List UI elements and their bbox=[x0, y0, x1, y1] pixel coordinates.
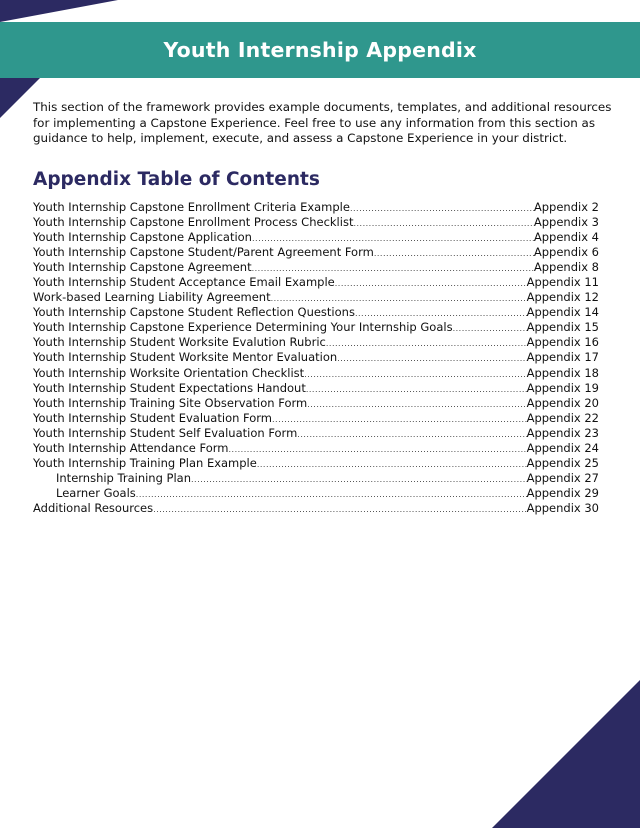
toc-dot-leader bbox=[271, 291, 527, 306]
toc-entry[interactable] bbox=[33, 245, 599, 260]
toc-dot-leader bbox=[257, 457, 527, 472]
toc-entry-page: Appendix 12 bbox=[526, 290, 599, 305]
table-of-contents bbox=[33, 200, 599, 516]
toc-entry[interactable] bbox=[33, 411, 599, 426]
toc-dot-leader bbox=[350, 201, 534, 216]
toc-dot-leader bbox=[306, 382, 527, 397]
toc-entry-label: Youth Internship Student Expectations Handout bbox=[33, 380, 306, 395]
toc-entry[interactable] bbox=[33, 441, 599, 456]
toc-entry[interactable] bbox=[33, 426, 599, 441]
toc-dot-leader bbox=[453, 321, 527, 336]
toc-entry-label: Youth Internship Attendance Form bbox=[33, 440, 229, 455]
toc-entry[interactable] bbox=[33, 381, 599, 396]
toc-entry-page: Appendix 29 bbox=[526, 485, 599, 500]
toc-entry[interactable] bbox=[33, 260, 599, 275]
corner-decoration-bottom bbox=[492, 680, 640, 828]
toc-entry-page: Appendix 25 bbox=[526, 455, 599, 470]
toc-dot-leader bbox=[335, 276, 527, 291]
toc-entry[interactable] bbox=[33, 335, 599, 350]
toc-entry-page: Appendix 11 bbox=[526, 275, 599, 290]
toc-entry[interactable] bbox=[33, 396, 599, 411]
toc-entry[interactable] bbox=[33, 230, 599, 245]
corner-decoration-top bbox=[0, 0, 118, 22]
toc-entry-label: Youth Internship Capstone Agreement bbox=[33, 260, 252, 275]
toc-entry-page: Appendix 20 bbox=[526, 395, 599, 410]
toc-dot-leader bbox=[307, 397, 526, 412]
toc-entry-label: Youth Internship Training Plan Example bbox=[33, 455, 257, 470]
toc-entry-label: Learner Goals bbox=[56, 485, 136, 500]
toc-entry-label: Youth Internship Worksite Orientation Checklist bbox=[33, 365, 305, 380]
toc-entry-label: Youth Internship Capstone Student/Parent Agreement Form bbox=[33, 245, 374, 260]
toc-entry-page: Appendix 18 bbox=[526, 365, 599, 380]
toc-entry-label: Internship Training Plan bbox=[56, 470, 192, 485]
toc-entry[interactable] bbox=[33, 471, 599, 486]
toc-dot-leader bbox=[374, 246, 534, 261]
toc-entry-page: Appendix 8 bbox=[533, 260, 599, 275]
toc-entry-label: Youth Internship Student Self Evaluation Form bbox=[33, 425, 298, 440]
toc-dot-leader bbox=[191, 472, 527, 487]
toc-entry-label: Youth Internship Capstone Enrollment Process Checklist bbox=[33, 215, 354, 230]
intro-paragraph: This section of the framework provides example documents, templates, and additional resources for implementing a Capstone Experience. Feel free to use any information from this section as guidance to help, implement, execute, and assess a Capstone Experience in your district. bbox=[33, 100, 612, 146]
toc-entry-label: Work-based Learning Liability Agreement bbox=[33, 290, 271, 305]
toc-entry-page: Appendix 17 bbox=[526, 350, 599, 365]
toc-entry-page: Appendix 3 bbox=[533, 215, 599, 230]
toc-entry-page: Appendix 4 bbox=[533, 230, 599, 245]
header-banner bbox=[0, 22, 640, 78]
toc-entry[interactable] bbox=[33, 350, 599, 365]
toc-dot-leader bbox=[304, 367, 526, 382]
page-title: Youth Internship Appendix bbox=[163, 38, 477, 62]
toc-entry-page: Appendix 22 bbox=[526, 410, 599, 425]
toc-entry[interactable] bbox=[33, 366, 599, 381]
toc-dot-leader bbox=[297, 427, 526, 442]
toc-entry[interactable] bbox=[33, 486, 599, 501]
toc-entry-page: Appendix 27 bbox=[526, 470, 599, 485]
toc-entry[interactable] bbox=[33, 200, 599, 215]
toc-entry-page: Appendix 30 bbox=[526, 500, 599, 515]
toc-entry-label: Youth Internship Student Acceptance Email Example bbox=[33, 275, 335, 290]
toc-entry-label: Youth Internship Student Worksite Mentor Evaluation bbox=[33, 350, 338, 365]
toc-entry[interactable] bbox=[33, 215, 599, 230]
toc-entry-page: Appendix 2 bbox=[533, 200, 599, 214]
toc-dot-leader bbox=[326, 336, 527, 351]
toc-entry-label: Youth Internship Capstone Student Reflection Questions bbox=[33, 305, 355, 320]
toc-entry[interactable] bbox=[33, 501, 599, 516]
toc-heading: Appendix Table of Contents bbox=[33, 169, 320, 190]
toc-entry-page: Appendix 14 bbox=[526, 305, 599, 320]
toc-entry[interactable] bbox=[33, 290, 599, 305]
toc-entry[interactable] bbox=[33, 305, 599, 320]
toc-entry-label: Youth Internship Student Evaluation Form bbox=[33, 410, 273, 425]
toc-entry-page: Appendix 6 bbox=[533, 245, 599, 260]
toc-dot-leader bbox=[337, 351, 526, 366]
toc-entry-page: Appendix 16 bbox=[526, 335, 599, 350]
toc-dot-leader bbox=[355, 306, 527, 321]
toc-entry-label: Youth Internship Capstone Enrollment Criteria Example bbox=[33, 200, 350, 214]
toc-entry[interactable] bbox=[33, 275, 599, 290]
toc-entry-label: Youth Internship Capstone Experience Determining Your Internship Goals bbox=[33, 320, 453, 335]
toc-dot-leader bbox=[353, 216, 533, 231]
toc-entry-label: Youth Internship Training Site Observation Form bbox=[33, 395, 308, 410]
toc-entry-page: Appendix 19 bbox=[526, 380, 599, 395]
toc-entry[interactable] bbox=[33, 320, 599, 335]
toc-entry-label: Youth Internship Capstone Application bbox=[33, 230, 252, 245]
toc-entry-label: Youth Internship Student Worksite Evalution Rubric bbox=[33, 335, 326, 350]
toc-dot-leader bbox=[252, 231, 534, 246]
toc-dot-leader bbox=[153, 502, 526, 517]
toc-entry[interactable] bbox=[33, 456, 599, 471]
toc-entry-page: Appendix 24 bbox=[526, 440, 599, 455]
toc-dot-leader bbox=[229, 442, 527, 457]
toc-dot-leader bbox=[252, 261, 534, 276]
toc-entry-label: Additional Resources bbox=[33, 500, 154, 515]
toc-dot-leader bbox=[136, 487, 527, 502]
toc-entry-page: Appendix 23 bbox=[526, 425, 599, 440]
toc-dot-leader bbox=[272, 412, 527, 427]
toc-entry-page: Appendix 15 bbox=[526, 320, 599, 335]
